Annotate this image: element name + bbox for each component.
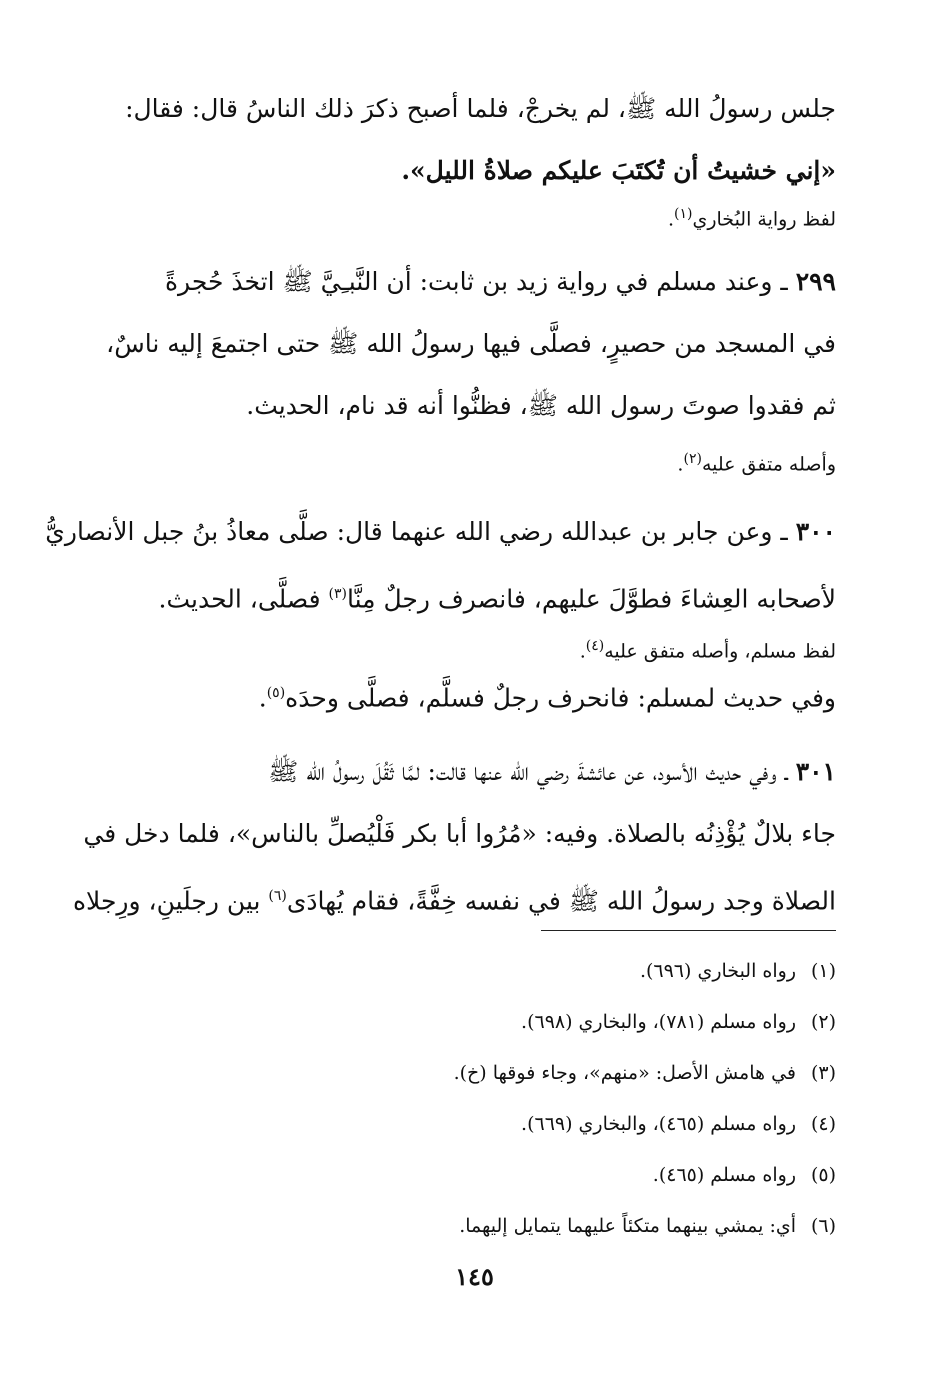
footnote-number: (٤)	[810, 1113, 836, 1135]
footnote-number: (٦)	[810, 1215, 836, 1237]
hadith-301-line: ٣٠١ ـ وفي حديث الأسود، عن عائشةَ رضي الله عنها قالت: لمَّا ثَقُلَ رسولُ الله ﷺ	[268, 756, 836, 786]
hadith-number: ٣٠١	[795, 756, 836, 786]
footnote-text: في هامش الأصل: «منهم»، وجاء فوقها (خ).	[453, 1062, 796, 1084]
hadith-299-line: ٢٩٩ ـ وعند مسلم في رواية زيد بن ثابت: أن النَّبـِيَّ ﷺ اتخذَ حُجرةً	[164, 267, 836, 297]
hadith-299-line: في المسجد من حصيرٍ، فصلَّى فيها رسولُ الله ﷺ حتى اجتمعَ إليه ناسٌ،	[106, 329, 836, 359]
footnote-ref[interactable]: (١)	[674, 206, 693, 222]
hadith-number: ٢٩٩	[795, 267, 836, 297]
main-text	[45, 78, 836, 932]
footnote-number: (٥)	[810, 1164, 836, 1186]
hadith-quote: «إني خشيتُ أن تُكتَبَ عليكم صلاةُ الليل».	[401, 156, 836, 185]
footnote-text: رواه مسلم (٤٦٥)، والبخاري (٦٦٩).	[521, 1113, 796, 1135]
narration-note: لفظ رواية البُخاري$^{(١)}$.	[667, 206, 836, 231]
footnote-item	[124, 1048, 836, 1099]
footnote-number: (٢)	[810, 1011, 836, 1033]
hadith-301-line: الصلاة وجد رسولُ الله ﷺ في نفسه خِفَّةً، فقام يُهادَى$^{(٦)}$ بين رجلَينِ، ورِجلاه	[72, 885, 836, 915]
hadith-300-line: لأصحابه العِشاءَ فطوَّلَ عليهم، فانصرف رجلٌ مِنَّا$^{(٣)}$ فصلَّى، الحديث.	[158, 583, 836, 613]
footnote-number: (١)	[810, 960, 836, 982]
footnote-separator	[541, 930, 836, 931]
footnote-number: (٣)	[810, 1062, 836, 1084]
footnote-item	[124, 1201, 836, 1252]
footnote-ref[interactable]: (٤)	[585, 637, 605, 654]
hadith-300-line: ٣٠٠ ـ وعن جابر بن عبدالله رضي الله عنهما قال: صلَّى معاذُ بنُ جبل الأنصاريُّ	[45, 516, 836, 546]
footnote-text: رواه مسلم (٤٦٥).	[652, 1164, 796, 1186]
footnote-ref[interactable]: (٥)	[266, 685, 286, 702]
page-number: ١٤٥	[455, 1262, 494, 1291]
footnote-text: رواه مسلم (٧٨١)، والبخاري (٦٩٨).	[521, 1011, 796, 1033]
footnote-item	[124, 1099, 836, 1150]
hadith-number: ٣٠٠	[795, 516, 836, 546]
footnote-text: رواه البخاري (٦٩٦).	[639, 960, 796, 982]
hadith-300-line: وفي حديث لمسلم: فانحرف رجلٌ فسلَّم، فصلَّى وحدَه$^{(٥)}$.	[258, 683, 836, 713]
footnote-item	[124, 997, 836, 1048]
footnote-item	[124, 1150, 836, 1201]
hadith-301-line: جاء بلالٌ يُؤْذِنُه بالصلاة. وفيه: «مُرُوا أبا بكر فَلْيُصلِّ بالناس»، فلما دخل في	[83, 818, 836, 848]
narration-note: وأصله متفق عليه$^{(٢)}$.	[677, 451, 836, 476]
narration-note: لفظ مسلم، وأصله متفق عليه$^{(٤)}$.	[579, 637, 836, 663]
footnote-ref[interactable]: (٦)	[268, 887, 287, 904]
footnotes	[124, 946, 836, 1252]
hadith-299-line: ثم فقدوا صوتَ رسول الله ﷺ، فظنُّوا أنه قد نام، الحديث.	[246, 391, 836, 421]
footnote-ref[interactable]: (٢)	[683, 451, 702, 468]
footnote-text: أي: يمشي بينهما متكئاً عليهما يتمايل إليهما.	[459, 1215, 796, 1237]
footnote-item	[124, 946, 836, 997]
text-line: جلس رسولُ الله ﷺ، لم يخرجْ، فلما أصبح ذكرَ ذلك الناسُ قال: فقال:	[125, 94, 836, 123]
footnote-ref[interactable]: (٣)	[328, 585, 347, 602]
